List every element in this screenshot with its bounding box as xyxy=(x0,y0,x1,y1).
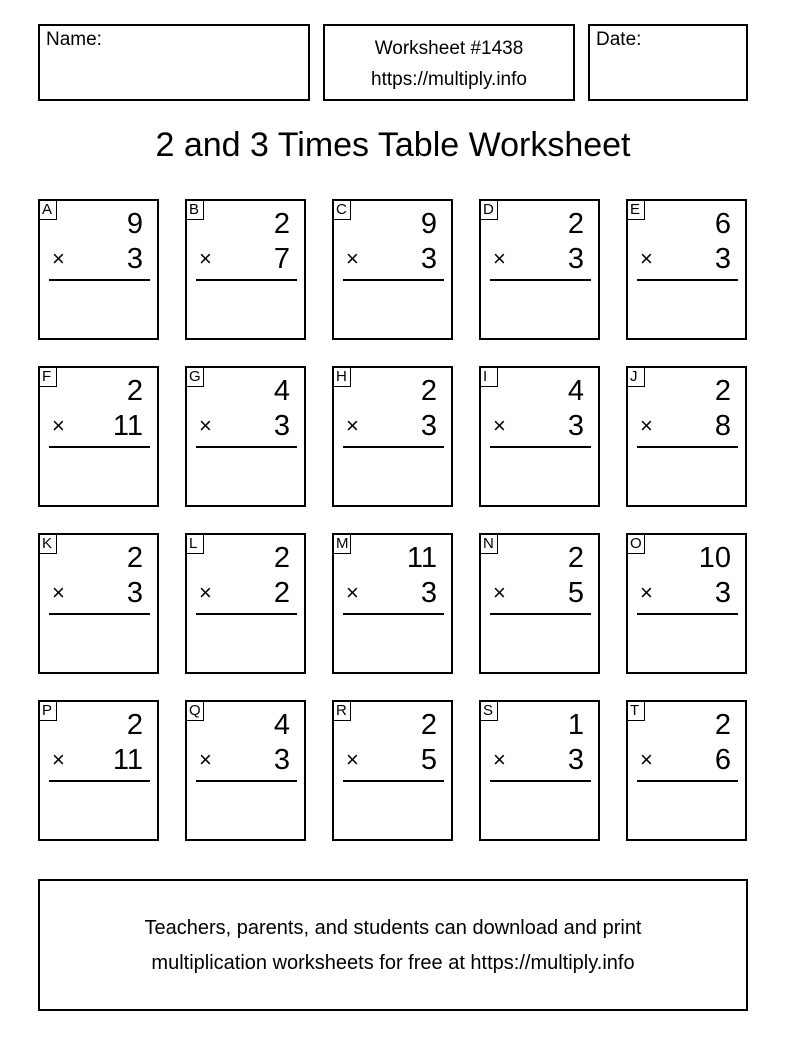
problem-card[interactable] xyxy=(38,700,159,841)
page-title: 2 and 3 Times Table Worksheet xyxy=(155,126,631,164)
multiplicand: 2 xyxy=(420,709,437,741)
problem-letter: C xyxy=(332,199,351,220)
name-label: Name: xyxy=(46,29,102,50)
multiplier: 5 xyxy=(420,744,437,776)
multiplicand: 9 xyxy=(126,208,143,240)
worksheet-number: Worksheet #1438 xyxy=(374,38,524,59)
answer-rule xyxy=(196,279,297,281)
multiplier: 3 xyxy=(714,243,731,275)
problem-letter: G xyxy=(185,366,204,387)
problem-card[interactable] xyxy=(38,366,159,507)
problem-letter: P xyxy=(38,700,57,721)
problem-letter: D xyxy=(479,199,498,220)
problem-letter: R xyxy=(332,700,351,721)
answer-rule xyxy=(490,279,591,281)
multiplier: 3 xyxy=(126,243,143,275)
date-label: Date: xyxy=(596,29,642,50)
problem-card[interactable] xyxy=(332,700,453,841)
multiplicand: 4 xyxy=(273,375,290,407)
multiplicand: 10 xyxy=(698,542,731,574)
times-icon: × xyxy=(346,246,359,271)
footer-line-2: multiplication worksheets for free at https://multiply.info xyxy=(151,952,635,974)
answer-rule xyxy=(343,446,444,448)
multiplicand: 2 xyxy=(126,709,143,741)
times-icon: × xyxy=(346,413,359,438)
date-field-box[interactable] xyxy=(588,24,748,101)
times-icon: × xyxy=(493,747,506,772)
multiplicand: 2 xyxy=(126,375,143,407)
answer-rule xyxy=(343,279,444,281)
problem-card[interactable] xyxy=(626,366,747,507)
multiplier: 2 xyxy=(273,577,290,609)
footer-note xyxy=(38,879,748,1011)
answer-rule xyxy=(49,446,150,448)
answer-rule xyxy=(490,780,591,782)
problem-card[interactable] xyxy=(185,366,306,507)
multiplier: 11 xyxy=(112,410,143,442)
answer-rule xyxy=(49,613,150,615)
times-icon: × xyxy=(346,580,359,605)
problem-letter: L xyxy=(185,533,204,554)
problem-card[interactable] xyxy=(626,199,747,340)
problem-card[interactable] xyxy=(185,533,306,674)
multiplicand: 2 xyxy=(126,542,143,574)
answer-rule xyxy=(490,446,591,448)
problem-card[interactable] xyxy=(626,533,747,674)
worksheet-url: https://multiply.info xyxy=(371,69,527,90)
worksheet-info-box xyxy=(323,24,575,101)
answer-rule xyxy=(637,279,738,281)
times-icon: × xyxy=(52,580,65,605)
answer-rule xyxy=(196,446,297,448)
answer-rule xyxy=(490,613,591,615)
times-icon: × xyxy=(493,413,506,438)
problem-letter: J xyxy=(626,366,645,387)
problem-letter: K xyxy=(38,533,57,554)
answer-rule xyxy=(343,613,444,615)
problem-card[interactable] xyxy=(332,533,453,674)
multiplier: 3 xyxy=(567,410,584,442)
answer-rule xyxy=(637,446,738,448)
problem-letter: S xyxy=(479,700,498,721)
problem-letter: O xyxy=(626,533,645,554)
multiplier: 3 xyxy=(273,410,290,442)
multiplier: 3 xyxy=(420,577,437,609)
multiplicand: 6 xyxy=(714,208,731,240)
answer-rule xyxy=(343,780,444,782)
answer-rule xyxy=(49,780,150,782)
problem-card[interactable] xyxy=(479,199,600,340)
times-icon: × xyxy=(640,413,653,438)
problem-card[interactable] xyxy=(38,533,159,674)
multiplier: 3 xyxy=(420,243,437,275)
multiplicand: 4 xyxy=(273,709,290,741)
problem-letter: T xyxy=(626,700,645,721)
problem-card[interactable] xyxy=(626,700,747,841)
multiplicand: 2 xyxy=(420,375,437,407)
answer-rule xyxy=(49,279,150,281)
times-icon: × xyxy=(199,747,212,772)
problem-card[interactable] xyxy=(479,366,600,507)
multiplicand: 11 xyxy=(406,542,437,574)
multiplicand: 1 xyxy=(567,709,584,741)
problem-letter: F xyxy=(38,366,57,387)
times-icon: × xyxy=(52,246,65,271)
name-field-box[interactable] xyxy=(38,24,310,101)
multiplicand: 4 xyxy=(567,375,584,407)
problem-letter: I xyxy=(479,366,498,387)
problem-letter: Q xyxy=(185,700,204,721)
times-icon: × xyxy=(493,580,506,605)
problem-card[interactable] xyxy=(38,199,159,340)
multiplier: 3 xyxy=(567,243,584,275)
answer-rule xyxy=(637,613,738,615)
multiplier: 3 xyxy=(567,744,584,776)
times-icon: × xyxy=(52,747,65,772)
footer-line-1: Teachers, parents, and students can download and print xyxy=(144,917,642,939)
problem-letter: B xyxy=(185,199,204,220)
multiplier: 3 xyxy=(273,744,290,776)
answer-rule xyxy=(637,780,738,782)
multiplier: 7 xyxy=(273,243,290,275)
problem-letter: H xyxy=(332,366,351,387)
multiplier: 11 xyxy=(112,744,143,776)
multiplicand: 9 xyxy=(420,208,437,240)
answer-rule xyxy=(196,780,297,782)
times-icon: × xyxy=(493,246,506,271)
problem-letter: M xyxy=(332,533,351,554)
multiplier: 3 xyxy=(420,410,437,442)
problem-card[interactable] xyxy=(479,533,600,674)
times-icon: × xyxy=(346,747,359,772)
multiplier: 8 xyxy=(714,410,731,442)
multiplicand: 2 xyxy=(567,542,584,574)
problem-card[interactable] xyxy=(332,199,453,340)
times-icon: × xyxy=(640,580,653,605)
times-icon: × xyxy=(199,246,212,271)
times-icon: × xyxy=(640,246,653,271)
multiplier: 3 xyxy=(714,577,731,609)
answer-rule xyxy=(196,613,297,615)
problem-card[interactable] xyxy=(185,199,306,340)
times-icon: × xyxy=(52,413,65,438)
multiplicand: 2 xyxy=(714,375,731,407)
times-icon: × xyxy=(199,413,212,438)
multiplier: 3 xyxy=(126,577,143,609)
problem-card[interactable] xyxy=(185,700,306,841)
times-icon: × xyxy=(199,580,212,605)
multiplier: 6 xyxy=(714,744,731,776)
multiplicand: 2 xyxy=(273,208,290,240)
times-icon: × xyxy=(640,747,653,772)
problem-letter: N xyxy=(479,533,498,554)
problem-letter: A xyxy=(38,199,57,220)
multiplier: 5 xyxy=(567,577,584,609)
problem-card[interactable] xyxy=(479,700,600,841)
problem-letter: E xyxy=(626,199,645,220)
multiplicand: 2 xyxy=(273,542,290,574)
problem-card[interactable] xyxy=(332,366,453,507)
multiplicand: 2 xyxy=(714,709,731,741)
multiplicand: 2 xyxy=(567,208,584,240)
